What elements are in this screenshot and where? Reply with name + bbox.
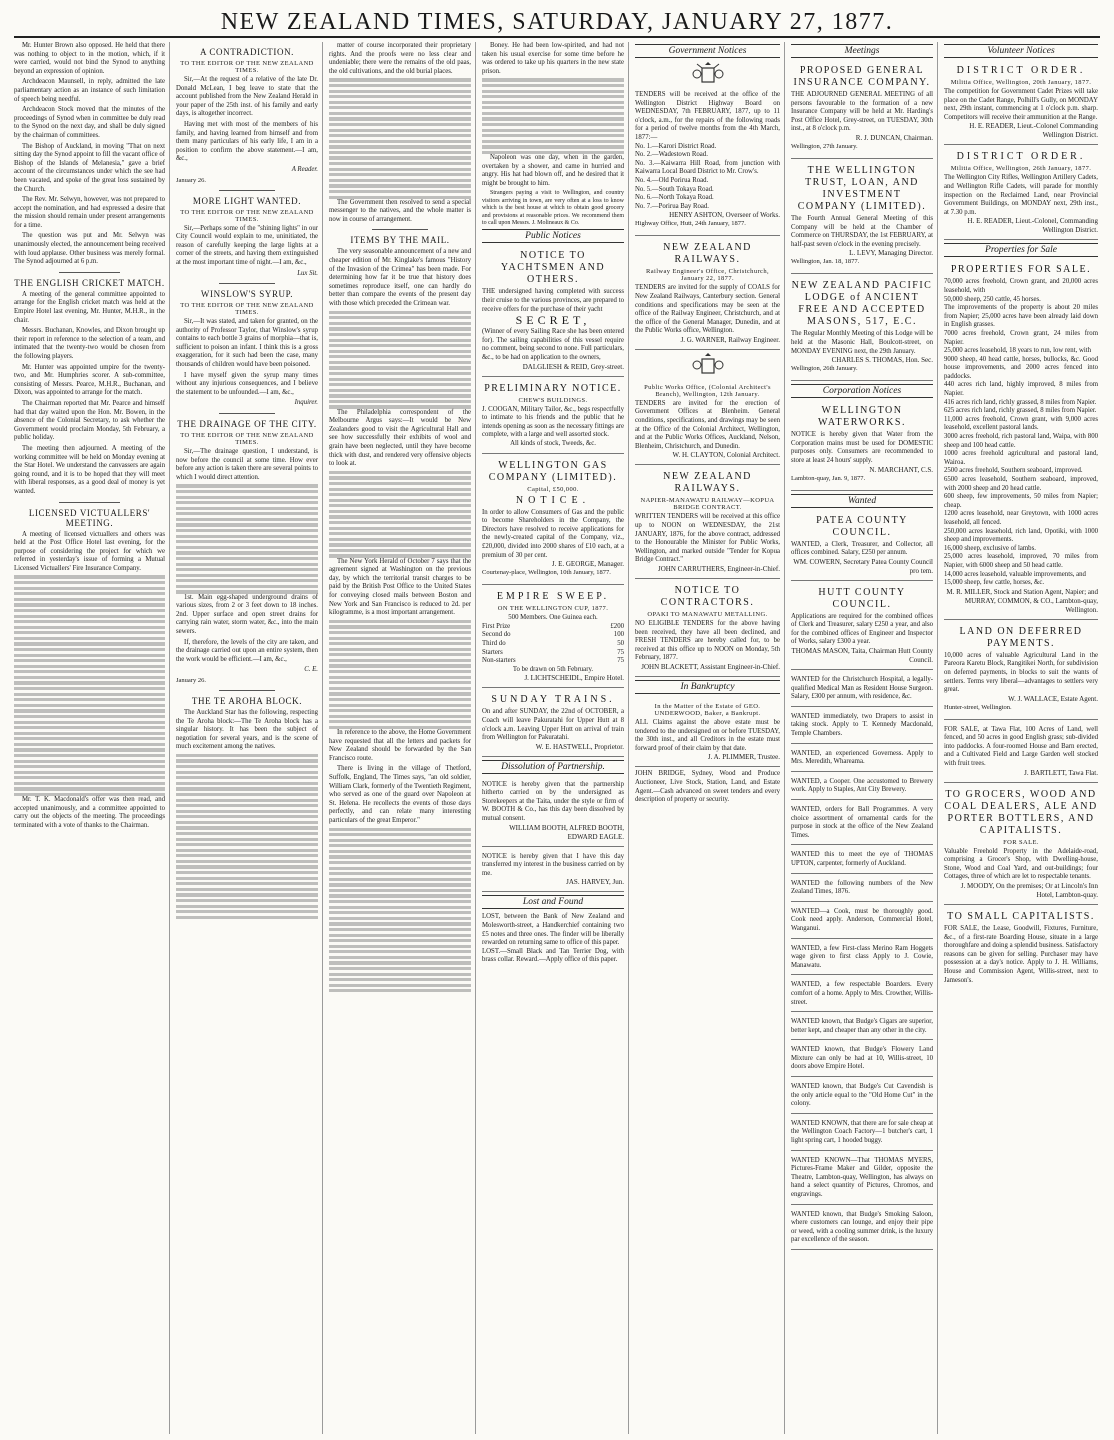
road-item: No. 3.—Kaiwarra Hill Road, from junction with Kaiwarra Local Board District to Mr. Crow's. [635,159,780,176]
article-paragraph: The Philadelphia correspondent of the Melbourne Argus says:—It would be New Zealanders good to visit the Agricultural Hall and see how successfully their exhibits of wool and grain have been neglected, until they have become thick with dust, and rendered very offensive objects to look at. [329,408,471,468]
letter-address: TO THE EDITOR OF THE NEW ZEALAND TIMES. [180,208,314,223]
article-title: THE TE AROHA BLOCK. [191,695,303,706]
article-paragraph: The Rev. Mr. Selwyn, however, was not prepared to accept the nomination, and had expressed a desire that the mission should remain under present arrangements for a time. [14,196,165,229]
column-4 [482,42,629,1434]
section-heading-meetings: Meetings [791,44,933,58]
notice-heading: EMPIRE SWEEP. [496,591,610,603]
letter-title: MORE LIGHT WANTED. [192,195,302,206]
notice-date: Wellington, Jan. 18, 1877. [791,258,860,266]
notice-signature: J. E. GEORGE, Manager. [551,560,624,569]
wanted-text: WANTED—a Cook, must be thoroughly good. Cook need apply. Anderson, Commercial Hotel, Wanganui. [791,907,933,932]
notice-signature: H. E. READER, Lieut.-Colonel Commanding Wellington District. [969,122,1098,140]
notice-signature: N. MARCHANT, C.S. [869,465,933,474]
yacht-name: SECRET, [515,313,591,328]
notice-heading: NEW ZEALAND RAILWAYS. [663,471,752,495]
lost-notice: LOST, between the Bank of New Zealand and Molesworth-street, a Handkerchief containing two £5 notes and three ones. The finder will be liberally rewarded on returning same to office of this paper. [482,913,624,947]
wanted-text: WANTED, orders for Ball Programmes. A very choice assortment of ornamental cards for the purpose in stock at the office of the New Zealand Times. [791,806,933,839]
road-item: No. 4.—Old Porirua Road. [635,176,709,184]
prize-row [482,640,624,649]
notice-heading: THE WELLINGTON TRUST, LOAN, AND INVESTMENT COMPANY (LIMITED). [797,164,927,212]
notice-bankruptcy [635,698,780,767]
letter-title: THE DRAINAGE OF THE CITY. [177,419,317,430]
article-paragraph: The question was put and Mr. Selwyn was unanimously elected, the announcement being received with loud applause. Other business was merely formal. The Synod adjourned at 6 p.m. [14,232,165,266]
notice-text: Applications are required for the combined offices of Clerk and Treasurer, salary £250 a year, and also for the combined offices of Engineer and Inspector of Works, salary £300 a year. [791,612,933,646]
property-item: 25,000 acres leasehold, improved, 70 miles from Napier, with 6000 sheep and 50 head cattle. [944,553,1098,569]
notice-empire-sweep [482,588,624,688]
notice-signature: J. G. WARNER, Railway Engineer. [680,335,780,344]
advert-paragraph: Strangers paying a visit to Wellington, and country visitors arriving in town, are very often at a loss to know which is the best house at which to obtain good grocery and provisions at reasonable prices. We recommend them to call upon Messrs. J. Molineaux & Co. [482,190,624,227]
notice-text: WRITTEN TENDERS will be received at this office up to NOON on WEDNESDAY, the 21st JANUARY, 1876, for the above contract, addressed to the Honourable the Minister for Public Works, Wellington, and marked outside "Tender for Kopua Bridge Contract." [635,513,780,564]
article-paragraph: matter of course incorporated their proprietary rights. And the proofs were no less clear and undeniable; there were the remains of the old paas, the old cultivations, and the old burial places. [329,42,471,75]
notice-date: Courtenay-place, Wellington, 10th January, 1877. [482,569,611,577]
property-item: The improvements of the property is about 20 miles from Napier; 25,000 acres have been already laid down in English grasses. [944,304,1098,329]
wanted-text: WANTED known, that Budge's Flowery Land Mixture can only be had at 10, Willis-street, 10 doors above Empire Hotel. [791,1046,933,1071]
notice-date: Lambton-quay, Jan. 9, 1877. [791,474,866,482]
property-item: 1200 acres leasehold, near Greytown, with 1000 acres leasehold, all fenced. [944,510,1098,526]
notice-members: 500 Members. One Guinea each. [508,614,598,622]
property-item: 11,000 acres freehold, Crown grant, with 9,000 acres leasehold, excellent pastoral lands. [944,415,1098,432]
prize-label: Second do [482,631,511,639]
notice-text: The Wellington City Rifles, Wellington Artillery Cadets, and Wellington Rifle Cadets, will parade for monthly inspection on the Reclaimed Land, near Provincial Government Buildings, on MONDAY next, 29th inst., at 7.30 p.m. [944,174,1098,216]
district-order-1 [944,62,1098,145]
article-paragraph: There is living in the village of Thetford, Suffolk, England, The Times says, "an old soldier, William Clark, formerly of the Twentieth Regiment, who served as one of the guard over Napoleon at St. Helena. He recollects the events of those days perfectly, and can relate many interesting particulars of the great Emperor." [329,765,471,824]
letter-address: TO THE EDITOR OF THE NEW ZEALAND TIMES. [180,60,314,74]
property-item: 1000 acres freehold agricultural and pastoral land, Wairoa. [944,450,1098,466]
land-deferred-payments [944,623,1098,720]
lost-notice: LOST.—Small Black and Tan Terrier Dog, with brass collar. Reward.—Apply office of this paper. [482,947,624,964]
letter-paragraph: Sir,—The drainage question, I understand, is now before the council at some time. How ever before any action is taken there are several points to which I would direct attention. [176,448,318,481]
property-item: 14,000 acres leasehold, valuable improvements, and [944,570,1086,578]
properties-for-sale [944,261,1098,619]
divider [219,283,276,284]
wanted-text: WANTED known, that Budge's Cigars are superior, better kept, and cheaper than any other in the city. [791,1018,933,1034]
wanted-ad [791,877,933,902]
prize-table [482,623,624,666]
notice-signature: JOHN CARRUTHERS, Engineer-in-Chief. [658,565,780,573]
notice-highway-tenders [635,88,780,236]
notice-heading: PROPOSED GENERAL INSURANCE COMPANY. [793,65,931,88]
notice-text: NOTICE is hereby given that Water from the Corporation mains must be used for DOMESTIC purposes only. Consumers are recommended to store at least 24 hours' supply. [791,431,933,464]
wanted-ad [791,1117,933,1151]
notice-date: Highway Office, Hutt, 24th January, 1877. [635,220,746,228]
notice-gas-company [482,457,624,586]
notice-government-offices [635,379,780,466]
wanted-text: WANTED known, that Budge's Smoking Saloon, where customers can lounge, and enjoy their pipe or weed, with a cooling summer drink, is the luxury par excellence of the season. [791,1210,933,1244]
section-heading-bankruptcy: In Bankruptcy [635,680,780,694]
letter-title: A CONTRADICTION. [199,47,295,57]
notice-signature: R. J. DUNCAN, Chairman. [855,133,933,142]
text-lines [329,471,471,558]
notice-signature: JAS. HARVEY, Jun. [566,878,624,887]
letter-signature: Lux Sit. [297,269,318,277]
wanted-ad [791,978,933,1012]
article-paragraph: The Chairman reported that Mr. Pearce and himself had that day waited upon the Hon. Mr. Bowen, in the absence of the Colonial Secretary, to ask whether the Government would proclaim Monday, 5th February, a public holiday. [14,399,165,442]
wanted-ad [791,1154,933,1205]
wanted-hutt-council [791,584,933,670]
road-item: No. 1.—Karori District Road. [635,142,717,150]
district-order-2 [944,148,1098,240]
notice-date: Wellington, 26th January. [791,365,858,373]
divider [59,502,119,503]
article-paragraph: Archdeacon Maunsell, in reply, admitted the late parliamentary action as an instance of such limitation of speech being needful. [14,78,165,103]
prize-amount: 50 [617,639,624,647]
newspaper-columns [14,42,1100,1434]
notice-signature: W. H. CLAYTON, Colonial Architect. [672,451,780,460]
section-heading-corporation: Corporation Notices [791,384,933,398]
divider [59,272,119,273]
wanted-text: WANTED known, that Budge's Cut Cavendish is the only article equal to the "Old Home Cut" in the colony. [791,1083,933,1108]
wanted-text: WANTED this to meet the eye of THOMAS UPTON, carpenter, formerly of Auckland. [791,851,933,867]
divider [219,413,276,414]
article-paragraph: The New York Herald of October 7 says that the agreement signed at Washington on the previous day, by which the territorial transit charges to be paid by the British Post Office to the United States for conveying closed mails between Boston and New York and San Francisco is reduced to 2d. per kilogramme, is a most important arrangement. [329,557,471,617]
notice-signature: JOHN BLACKETT, Assistant Engineer-in-Chief. [641,662,780,671]
notice-subheading: Railway Engineer's Office, Christchurch, January 22, 1877. [645,268,769,283]
notice-signature: J. LICHTSCHEIDL, Empire Hotel. [524,674,624,683]
article-paragraph: Boney. He had been low-spirited, and had not taken his usual exercise for some time before he was ordered to take up his quarters in the new state prison. [482,42,624,75]
property-item: 9000 sheep, 40 head cattle, horses, bullocks, &c. Good house improvements, and 2000 acres fenced into paddocks. [944,355,1098,380]
notice-text: TENDERS are invited for the supply of COALS for New Zealand Railways, Canterbury section. General conditions and specifications may be seen at the office of the Railway Engineer, Christchurch, and at the office of the General Manager, Dunedin, and at the Public Works office, Wellington. [635,284,780,335]
notice-place: Hunter-street, Wellington. [944,703,1012,711]
notice-text: ALL Claims against the above estate must be tendered to the undersigned on or before TUESDAY, the 30th inst., and all Creditors in the estate must forward proof of their claim by that date. [635,718,780,752]
notice-heading: HUTT COUNTY COUNCIL. [818,586,906,610]
article-paragraph: A meeting of licensed victuallers and others was held at the Post Office Hotel last evening, for the purpose of considering the project for which we referred in yesterday's issue of forming a Mutual Licensed Victuallers' Fire Insurance Company. [14,530,165,572]
section-heading-wanted: Wanted [791,494,933,508]
notice-subheading: NOTICE. [515,494,591,506]
prize-row [482,631,624,640]
prize-label: Starters [482,648,503,656]
notice-text: The Fourth Annual General Meeting of this Company will be held at the Chamber of Commerce on THURSDAY, the 1st FEBRUARY, at half-past seven o'clock in the evening precisely. [791,214,933,248]
notice-text: JOHN BRIDGE, Sydney, Wood and Produce Auctioneer, Live Stock, Station, Land, and Estate Agent.—Cash advanced on sweet tenders and every description of property or security. [635,770,780,804]
notice-text: 10,000 acres of valuable Agricultural Land in the Pareora Karetu Block, Rangitikei North, for subdivision on deferred payments, in blocks to suit the wants of settlers. Terms very liberal—advantages to settlers very great. [944,651,1098,694]
letter-paragraph: Sir,—It was stated, and taken for granted, on the authority of Professor Taylor, that Winslow's syrup contains to each bottle 3 grains of morphia—that is, sufficient to poison an infant. I think this is a gross exaggeration, for it such had been the case, many thousands of children would have been poisoned. [176,318,318,369]
property-item: 2500 acres freehold, Southern seaboard, improved. [944,467,1083,475]
letter-date: January 26. [176,176,206,184]
road-item: No. 7.—Porirua Bay Road. [635,202,710,210]
notice-heading: PRELIMINARY NOTICE. [484,382,622,394]
prize-amount: £200 [610,622,624,630]
wanted-ad [791,942,933,976]
notice-signature: HENRY ASHTON, Overseer of Works. [669,211,780,220]
wanted-text: WANTED KNOWN, that there are for sale cheap at the Wellington Coach Factory—1 butcher's cart, 1 light spring cart, 1 hooded buggy. [791,1119,933,1145]
notice-text: In order to allow Consumers of Gas and the public to become Shareholders in the Company, the Directors have resolved to receive applications for the newly-created capital of the Company, viz., £20,000, divided into 2000 shares of £10 each, at a premium of 30 per cent. [482,508,624,559]
road-item: No. 2.—Wadestown Road. [635,151,708,159]
text-lines [329,311,471,409]
notice-heading: PATEA COUNTY COUNCIL. [816,514,908,538]
letter-signature: A Reader. [291,165,318,173]
notice-heading: LAND ON DEFERRED PAYMENTS. [959,625,1083,649]
notice-heading: NOTICE TO YACHTSMEN AND OTHERS. [500,250,606,286]
notice-text: FOR SALE, at Tawa Flat, 100 Acres of Land, well fenced, and 50 acres in good English grass; sub-divided into paddocks. A four-roomed House and Barn erected, and a Cultivated Field and Large Garden well stocked with fruit trees. [944,725,1098,768]
wanted-ad [791,1208,933,1250]
wanted-ad [791,803,933,845]
article-paragraph: The meeting then adjourned. A meeting of the working committee will be held on Monday evening at the Star Hotel. We understand the canvassers are again going round, and it is to be hoped that they will meet with liberal responses, as a good deal of money is yet wanted. [14,444,165,495]
section-heading-public-notices: Public Notices [482,229,624,243]
letter-signature: Inquirer. [294,399,318,407]
notice-date: Wellington, 27th January. [791,142,858,150]
notice-heading: PROPERTIES FOR SALE. [950,264,1092,276]
notice-signature: CHARLES S. THOMAS, Hon. Sec. [831,356,933,365]
text-lines [329,828,471,993]
notice-text: NO ELIGIBLE TENDERS for the above having been received, they have all been declined, and FRESH TENDERS are hereby called for, to be received at this office up to NOON on Monday, 5th February, 1877. [635,620,780,662]
wanted-patea-council [791,512,933,581]
text-lines [176,484,318,593]
notice-text: On and after SUNDAY, the 22nd of OCTOBER, a Coach will leave Pakuratahi for Upper Hutt at 8 o'clock a.m. Leaving Upper Hutt on arrival of train from Wellington for Pakuratahi. [482,708,624,742]
letter-paragraph: 1st. Main egg-shaped underground drains of various sizes, from 2 or 3 feet down to 18 inches. 2nd. Upper surface and open street drains for carrying rain water, storm water, &c., into the main sewers. [176,593,318,635]
notice-text: FOR SALE, the Lease, Goodwill, Fixtures, Furniture, &c., of a first-rate Boarding House, situate in a large thoroughfare and doing a splendid business. Satisfactory reasons can be given for selling. Purchaser may have possession at a day's notice. Apply to J. H. Williams, House and Commission Agent, Willis-street, next to Jameson's. [944,925,1098,984]
column-2 [176,42,323,1434]
letter-paragraph: Sir,—Perhaps some of the "shining lights" in our City Council would explain to me, uninitiated, the reason of carefully keeping the large lights at a corner of the streets, and having them extinguished at the most important time of night.—I am, &c., [176,224,318,266]
notice-text: (Winner of every Sailing Race she has been entered for). The sailing capabilities of this vessel require no comment, being second to none. Full particulars, &c., to be had on application to the owners, [482,328,624,362]
notice-heading: DISTRICT ORDER. [956,151,1086,163]
notice-signature: J. A. PLIMMER, Trustee. [707,753,780,762]
notice-text: NOTICE is hereby given that the partnership hitherto carried on by the undersigned as Storekeepers at the Taita, under the style or firm of W. BOOTH & Co., has this day been dissolved by mutual consent. [482,780,624,823]
wanted-ad [791,775,933,800]
article-paragraph: The Government then resolved to send a special messenger to the natives, and the whole matter is now in course of arrangement. [329,198,471,223]
letter-paragraph: Sir,—At the request of a relative of the late Dr. Donald McLean, I beg leave to state that the account published from the New Zealand Herald in your paper of the 25th inst. of his family and early days, is altogether incorrect. [176,76,318,118]
article-paragraph: Messrs. Buchanan, Knowles, and Dixon brought up their report in reference to the selection of a team, and intimated that the twenty-two would be chosen from the following players. [14,327,165,360]
notice-signature: W. J. WALLACE, Estate Agent. [1008,694,1098,703]
property-item: 440 acres rich land, highly improved, 8 miles from Napier. [944,381,1098,398]
article-paragraph: Mr. Hunter was appointed umpire for the twenty-two, and Mr. Humphries scorer. A sub-committee, consisting of Messrs. Pearce, M.H.R., Buchanan, and Dixon, was appointed to arrange for the match. [14,363,165,397]
article-title: THE ENGLISH CRICKET MATCH. [14,277,165,288]
section-heading-volunteer: Volunteer Notices [944,44,1098,58]
notice-railways-coal [635,239,780,350]
column-3 [329,42,476,1434]
letter-address: TO THE EDITOR OF THE NEW ZEALAND TIMES. [180,432,314,447]
article-paragraph: The Bishop of Auckland, in moving "That on next sitting day the Synod appoint to fill the vacant office of Bishop of the Islands of Melanesia," gave a brief account of the circumstances under which the see had been vacated, and spoke of the great loss sustained by the Church. [14,142,165,193]
notice-text: NOTICE is hereby given that I have this day transferred my interest in the business carried on by me. [482,852,624,877]
wanted-ad [791,747,933,772]
property-item: 6500 acres leasehold, Southern seaboard, improved, with 2000 sheep and 20 head cattle. [944,476,1098,492]
notice-subheading: Public Works Office, (Colonial Architect's Branch), Wellington, 12th January. [644,383,771,398]
notice-subheading: Militia Office, Wellington, 20th January, 1877. [950,79,1092,86]
notice-heading: DISTRICT ORDER. [956,65,1086,76]
wanted-ad [791,1043,933,1077]
letter-signature: C. E. [304,666,318,674]
notice-subheading: CHEW'S BUILDINGS. [518,396,588,404]
royal-crest-icon [691,353,725,377]
text-lines [14,575,165,796]
masthead [14,6,1100,38]
notice-transfer [482,850,624,893]
notice-signature: L. LEVY, Managing Director. [849,249,933,258]
tawa-flat-sale [944,723,1098,783]
divider [219,690,276,691]
notice-subheading: FOR SALE. [1003,838,1039,846]
road-item: No. 6.—North Tokaya Road. [635,194,714,202]
notice-waterworks [791,402,933,490]
prize-label: Third do [482,639,506,647]
notice-signature: THOMAS MASON, Taita, Chairman Hutt County Council. [791,647,933,665]
article-paragraph: In reference to the above, the Home Government have requested that all the letters and packets for New Zealand should be forwarded by the San Francisco route. [329,729,471,762]
property-item: 70,000 acres freehold, Crown grant, and 20,000 acres leasehold, with [944,278,1098,294]
grocers-property-sale [944,786,1098,905]
notice-text: The competition for Government Cadet Prizes will take place on the Cadet Range, Polhill's Gully, on MONDAY next, 29th instant, commencing at 1 o'clock p.m. sharp. Competitors will receive their ammunition at the Range. [944,88,1098,121]
notice-signature: M. R. MILLER, Stock and Station Agent, Napier; and MURRAY, COMMON, & CO., Lambton-quay, Wellington. [946,587,1098,614]
notice-sunday-trains [482,691,624,756]
article-paragraph: Mr. Hunter Brown also opposed. He held that there was nothing to object to in the motion, which, if it were carried, would not bind the Synod to anything beyond an expression of opinion. [14,42,165,75]
notice-contractors [635,582,780,677]
road-item: No. 5.—South Tokaya Road. [635,185,714,193]
notice-signature: H. E. READER, Lieut.-Colonel, Commanding Wellington District. [967,217,1098,235]
prize-row [482,623,624,632]
notice-text: All kinds of stock, Tweeds, &c. [510,440,596,448]
divider [372,229,429,230]
article-paragraph: Napoleon was one day, when in the garden, overtaken by a shower, and came in hurried and angry. His hat had blown off, and he desired that it might be brought to him. [482,154,624,187]
notice-heading: NEW ZEALAND PACIFIC LODGE of ANCIENT FREE AND ACCEPTED MASONS, 517, E.C. [791,280,933,328]
text-lines [482,78,624,154]
property-item: 15,000 sheep, few cattle, horses, &c. [944,579,1045,587]
wanted-text: WANTED KNOWN—That THOMAS MYERS, Pictures-Frame Maker and Gilder, opposite the Theatre, Lambton-quay, Wellington, has always on hand a select quantity of Pictures, Chromos, and engravings. [791,1156,933,1198]
property-item: 416 acres rich land, richly grassed, 8 miles from Napier. [944,398,1097,406]
notice-heading: SUNDAY TRAINS. [491,694,615,706]
article-paragraph: A meeting of the general committee appointed to arrange for the English cricket match was held at the Empire Hotel last evening, Mr. Hunter, M.H.R., in the chair. [14,290,165,324]
notice-signature: J. MOODY, On the premises; Or at Lincoln's Inn Hotel, Lambton-quay. [960,882,1098,900]
meeting-trust-company [791,162,933,274]
notice-text: The Regular Monthly Meeting of this Lodge will be held at the Masonic Hall, Boulcott-street, on MONDAY EVENING next, the 29th January. [791,330,933,355]
notice-text: TENDERS will be received at the office of the Wellington District Highway Board on WEDNESDAY, 7th FEBRUARY, 1877, up to 11 o'clock, a.m., for the repairs of the following roads for a period of twelve months from the 4th March, 1877:— [635,91,780,141]
letter-paragraph: If, therefore, the levels of the city are taken, and the drainage carried out upon an entire system, then the work would be efficient.—I am, &c., [176,638,318,663]
notice-capital: Capital, £50,000. [527,485,579,493]
small-capitalists-sale [944,908,1098,989]
letter-title: WINSLOW'S SYRUP. [200,289,294,300]
notice-heading: NEW ZEALAND RAILWAYS. [663,242,752,266]
notice-text: Valuable Freehold Property in the Adelaide-road, comprising a Grocer's Shop, with Dwelling-house, Stone, Wood and Coal Yard, and out-buildings; four Cottages, three of which are let to respectable tenants. [944,847,1098,881]
notice-preliminary [482,380,624,454]
wanted-text: WANTED the following numbers of the New Zealand Times, 1876. [791,879,933,896]
notice-dissolution [482,778,624,847]
wanted-text: WANTED, an experienced Governess. Apply to Mrs. Meredith, Whareama. [791,749,933,766]
notice-text: WANTED, a Clerk, Treasurer, and Collector, all offices combined. Salary, £250 per annum. [791,540,933,557]
property-item: 625 acres rich land, richly grassed, 8 miles from Napier. [944,407,1097,415]
section-heading-properties: Properties for Sale [944,243,1098,257]
notice-subheading: ON THE WELLINGTON CUP, 1877. [497,605,609,613]
property-item: 7000 acres freehold, Crown grant, 24 miles from Napier. [944,329,1098,346]
section-heading-dissolution: Dissolution of Partnership. [482,760,624,774]
text-lines [176,754,318,919]
meeting-masonic-lodge [791,277,933,381]
letter-paragraph: Having met with most of the members of his family, and having learned from himself and from them many particulars of his early life, I am in a position to confirm the above statement.—I am, &c., [176,120,318,163]
notice-yachtsmen [482,247,624,376]
prize-amount: 100 [613,631,624,639]
section-heading-government-notices: Government Notices [635,44,780,58]
meeting-insurance [791,62,933,159]
prize-amount: 75 [617,657,624,665]
notice-subheading: In the Matter of the Estate of GEO. UNDERWOOD, Baker, a Bankrupt. [654,702,761,717]
notice-heading: WELLINGTON GAS COMPANY (LIMITED). [488,459,618,483]
article-paragraph: The very seasonable announcement of a new and cheaper edition of Mr. Kinglake's famous "History of the Invasion of the Crimea" has been made. For determining how far it be true that history does sometimes reproduce itself, one can hardly do better than compare the events of the present day with those which preceded the Crimean war. [329,248,471,308]
prize-label: First Prize [482,622,511,630]
wanted-text: WANTED for the Christchurch Hospital, a legally-qualified Medical Man as Resident House Surgeon. Salary, £300 per annum, with residence, &c. [791,676,933,701]
notice-signature: DALGLIESH & REID, Grey-street. [522,362,624,371]
column-5 [635,42,785,1434]
wanted-ad [791,673,933,707]
notice-text: THE undersigned having completed with success their cruise to the various provinces, are prepared to receive offers for the purchase of their yacht [482,288,624,313]
wanted-ad [791,1015,933,1040]
property-item: 600 sheep, few improvements, 50 miles from Napier; cheap. [944,493,1098,509]
article-title: ITEMS BY THE MAIL. [350,235,450,246]
divider [219,190,276,191]
notice-text: To be drawn on 5th February. [512,665,594,673]
article-paragraph: Archdeacon Stock moved that the minutes of the proceedings of Synod when in committee be duly read to the Synod on the next day, and shall be duly signed by the chairman of committees. [14,106,165,139]
royal-crest-icon [691,62,725,86]
article-paragraph: Mr. T. K. Macdonald's offer was then read, and accepted unanimously, and a committee appointed to carry out the objects of the meeting. The proceedings terminated with a vote of thanks to the Chairman. [14,796,165,829]
wanted-ad [791,905,933,939]
article-title: LICENSED VICTUALLERS' MEETING. [28,507,151,528]
wanted-ad [791,710,933,744]
letter-date: January 26. [176,676,206,684]
notice-subheading: Militia Office, Wellington, 26th January, 1877. [950,165,1092,173]
text-lines [329,78,471,198]
wanted-text: WANTED, a few respectable Boarders. Every comfort of a home. Apply to Mrs. Crowther, Willis-street. [791,981,933,1006]
prize-row [482,657,624,666]
notice-text: TENDERS are invited for the erection of Government Offices at Blenheim. General conditions, specifications, and drawings may be seen at the Office of the Colonial Architect, Wellington, and at the Public Works Offices, Auckland, Nelson, Blenheim, Christchurch, and Dunedin. [635,399,780,450]
column-7 [944,42,1102,1434]
wanted-text: WANTED, a few First-class Merino Ram Hoggets wage given to first class Apply to J. Cowie, Manawatu. [791,944,933,969]
letter-paragraph: I have myself given the syrup many times without any injurious consequences, and I believe the statement to be unfounded.—I am, &c., [176,371,318,396]
wanted-ad [791,848,933,873]
notice-text: THE ADJOURNED GENERAL MEETING of all persons favourable to the formation of a new Insurance Company will be held at Mr. Harding's Post Office Hotel, Grey-street, on TUESDAY, 30th inst., at 8 o'clock p.m. [791,91,933,133]
section-heading-lost-found: Lost and Found [482,895,624,909]
notice-heading: TO GROCERS, WOOD AND COAL DEALERS, ALE AND PORTER BOTTLERS, AND CAPITALISTS. [944,788,1098,836]
notice-signature: W. E. HASTWELL, Proprietor. [535,742,624,751]
wanted-text: WANTED, a Cooper. One accustomed to Brewery work. Apply to Staples, Ant City Brewery. [791,777,933,794]
prize-label: Non-starters [482,657,516,665]
notice-heading: TO SMALL CAPITALISTS. [947,911,1095,923]
article-paragraph: The Auckland Star has the following, respecting the Te Aroha block:—The Te Aroha block has a singular history. It has been the subject of negotiation for several years, and is the scene of much excitement among the natives. [176,708,318,751]
prize-row [482,649,624,658]
property-item: 3000 acres freehold, rich pastoral land, Waipa, with 800 sheep and 100 head cattle. [944,433,1098,449]
notice-signature: WILLIAM BOOTH, ALFRED BOOTH, EDWARD EAGLE. [509,823,624,841]
property-item: 25,000 acres leasehold, 18 years to run, low rent, with [944,347,1092,355]
property-item: 250,000 acres leasehold, rich land, Opotiki, with 1000 sheep and improvements. [944,527,1098,544]
column-1 [14,42,170,1434]
wanted-ad [791,1080,933,1114]
letter-address: TO THE EDITOR OF THE NEW ZEALAND TIMES. [180,302,314,317]
notice-heading: WELLINGTON WATERWORKS. [818,405,906,429]
notice-heading: NOTICE TO CONTRACTORS. [660,585,755,608]
notice-signature: J. BARTLETT, Tawa Flat. [1024,768,1098,777]
text-lines [329,620,471,729]
notice-subheading: OPAKI TO MANAWATU METALLING. [647,611,768,618]
newspaper-title: NEW ZEALAND TIMES, SATURDAY, JANUARY 27, 1877. [220,9,894,35]
notice-text: J. COOGAN, Military Tailor, &c., begs respectfully to intimate to his friends and the public that he intends opening as soon as the necessary fittings are complete, with a large and well assorted stock. [482,405,624,439]
notice-subheading: NAPIER-MANAWATU RAILWAY—KOPUA BRIDGE CONTRACT. [640,497,775,512]
column-6 [791,42,938,1434]
prize-amount: 75 [617,648,624,656]
property-item: 16,000 sheep, exclusive of lambs. [944,544,1036,552]
notice-kopua-bridge [635,468,780,579]
notice-signature: WM. COWERN, Secretary Patea County Council pro tem. [793,557,933,575]
wanted-text: WANTED immediately, two Drapers to assist in taking stock. Apply to T. Kennedy Macdonald, Temple Chambers. [791,712,933,738]
property-item: 50,000 sheep, 250 cattle, 45 horses. [944,295,1041,303]
